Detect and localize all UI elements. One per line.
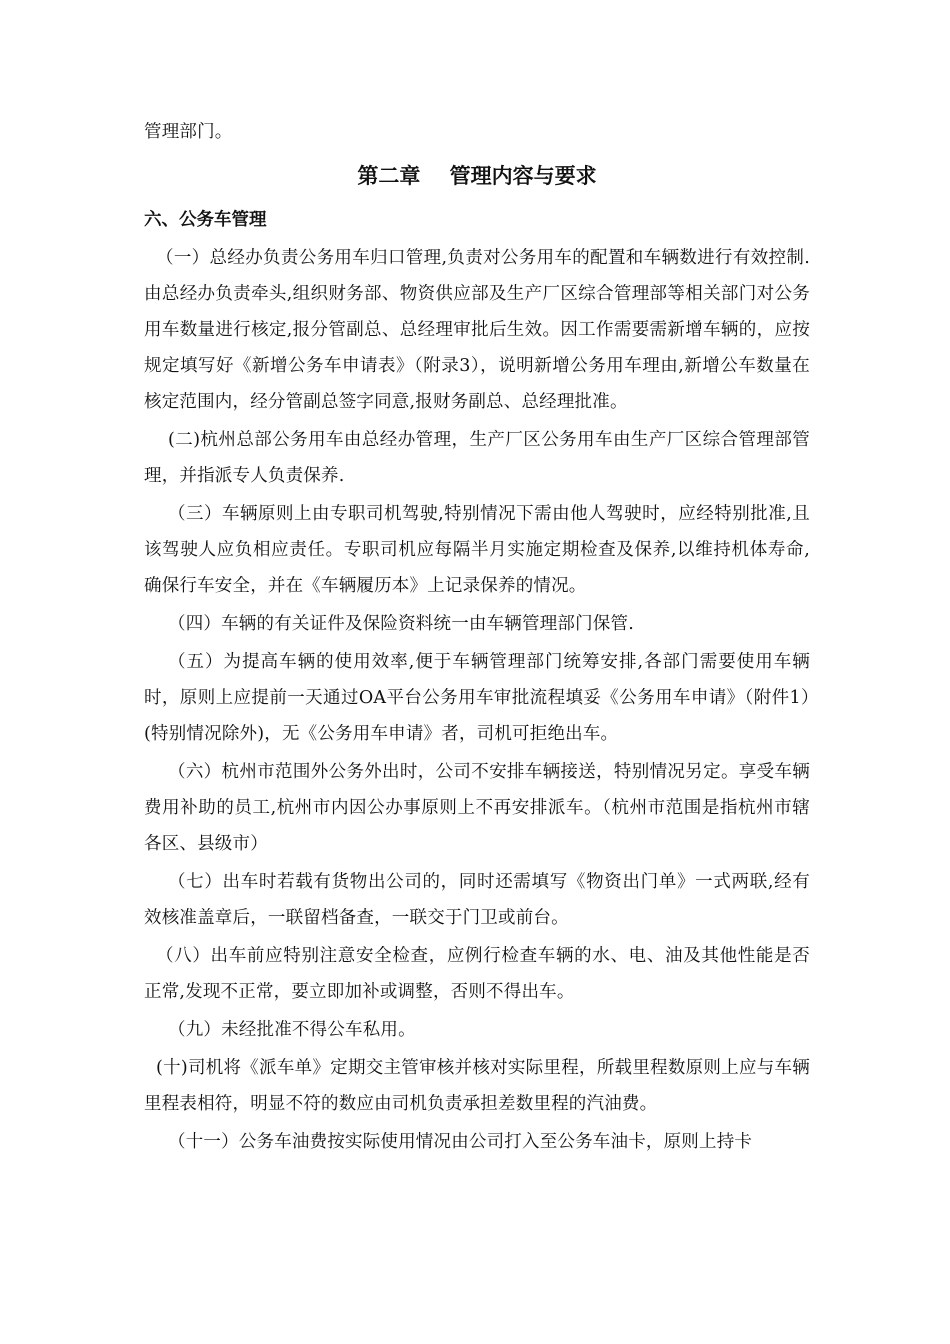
paragraph-8: （八）出车前应特别注意安全检查，应例行检查车辆的水、电、油及其他性能是否正常,发现不正常，要立即加补或调整，否则不得出车。 — [144, 946, 810, 1002]
paragraph-4: （四）车辆的有关证件及保险资料统一由车辆管理部门保管. — [168, 614, 634, 634]
chapter-title: 第二章 管理内容与要求 — [357, 164, 597, 188]
document-page — [144, 114, 810, 1160]
section-title: 六、公务车管理 — [144, 210, 267, 230]
paragraph-2: (二)杭州总部公务用车由总经办管理，生产厂区公务用车由生产厂区综合管理部管理，并指派专人负责保养. — [144, 430, 810, 486]
paragraph-9: （九）未经批准不得公车私用。 — [168, 1020, 416, 1040]
paragraph-1: （一）总经办负责公务用车归口管理,负责对公务用车的配置和车辆数进行有效控制.由总经办负责牵头,组织财务部、物资供应部及生产厂区综合管理部等相关部门对公务用车数量进行核定,报分管副总、总经理审批后生效。因工作需要需新增车辆的，应按规定填写好《新增公务车申请表》（附录3），说明新增公务用车理由,新增公车数量在核定范围内，经分管副总签字同意,报财务副总、总经理批准。 — [144, 248, 810, 412]
paragraph-6: （六）杭州市范围外公务外出时，公司不安排车辆接送，特别情况另定。享受车辆费用补助的员工,杭州市内因公办事原则上不再安排派车。（杭州市范围是指杭州市辖各区、县级市） — [144, 762, 810, 854]
lead-text: 管理部门。 — [144, 122, 233, 142]
paragraph-7: （七）出车时若载有货物出公司的，同时还需填写《物资出门单》一式两联,经有效核准盖章后，一联留档备查，一联交于门卫或前台。 — [144, 872, 810, 928]
paragraph-11: （十一）公务车油费按实际使用情况由公司打入至公务车油卡，原则上持卡 — [168, 1132, 753, 1152]
paragraph-3: （三）车辆原则上由专职司机驾驶,特别情况下需由他人驾驶时，应经特别批准,且该驾驶人应负相应责任。专职司机应每隔半月实施定期检查及保养,以维持机体寿命,确保行车安全，并在《车辆履历本》上记录保养的情况。 — [144, 504, 810, 596]
paragraph-5: （五）为提高车辆的使用效率,便于车辆管理部门统筹安排,各部门需要使用车辆时，原则上应提前一天通过OA平台公务用车审批流程填妥《公务用车申请》（附件1）(特别情况除外)，无《公务用车申请》者，司机可拒绝出车。 — [144, 652, 810, 744]
paragraph-10: (十)司机将《派车单》定期交主管审核并核对实际里程，所载里程数原则上应与车辆里程表相符，明显不符的数应由司机负责承担差数里程的汽油费。 — [144, 1058, 810, 1114]
